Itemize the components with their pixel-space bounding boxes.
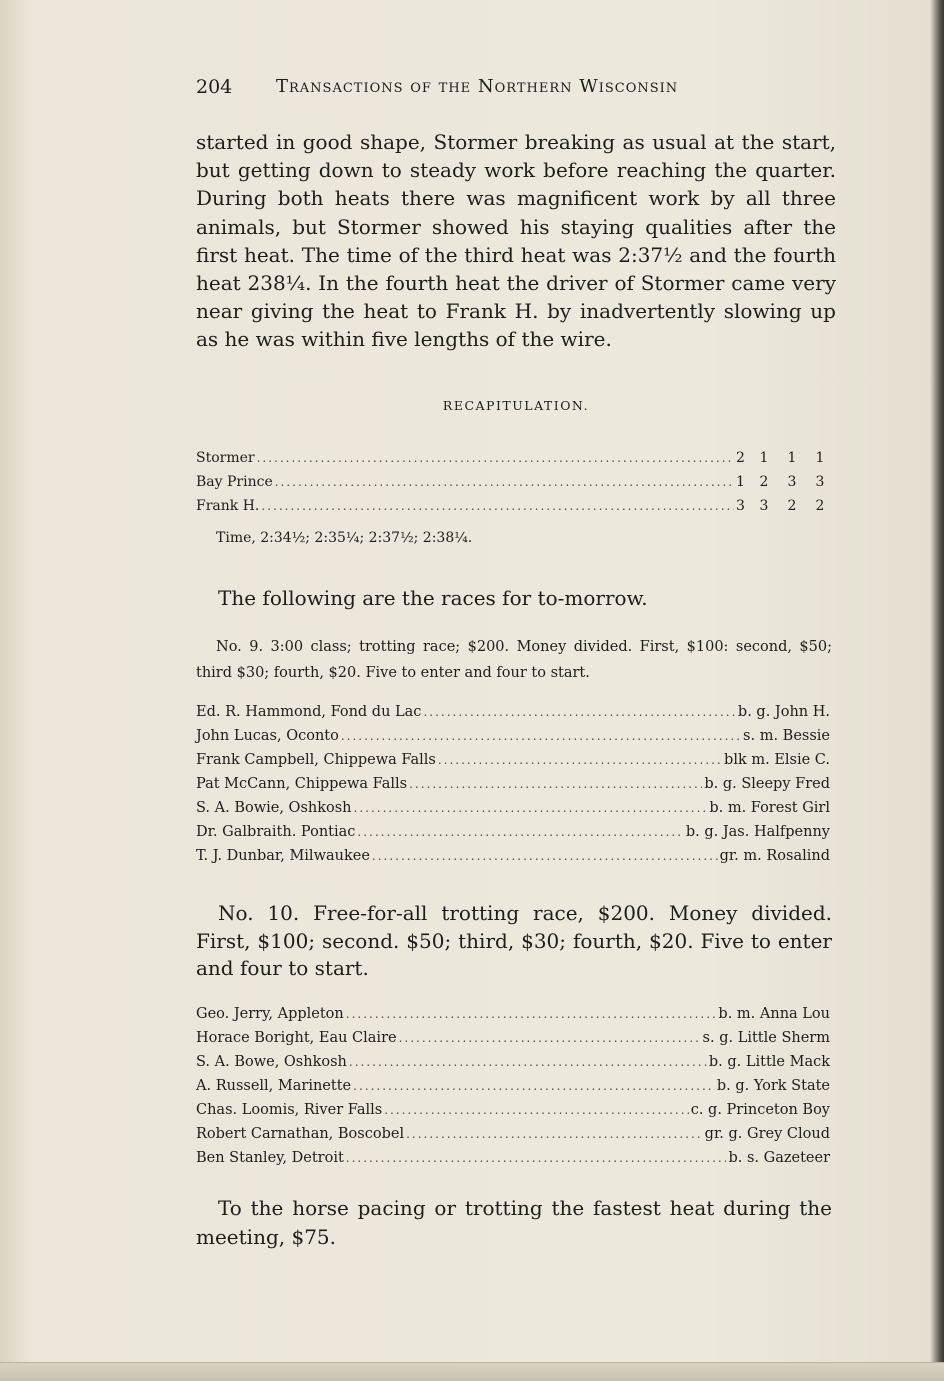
race-entry [196, 800, 830, 822]
race-entry [196, 848, 830, 870]
race-entry [196, 1126, 830, 1148]
recap-row [196, 474, 834, 496]
entry-owner: Chas. Loomis, River Falls [196, 1102, 383, 1118]
recap-horse-name: Frank H. [196, 498, 260, 514]
recap-heading: RECAPITULATION. [442, 398, 590, 413]
entry-owner: Frank Campbell, Chippewa Falls [196, 752, 436, 768]
entry-owner: Geo. Jerry, Appleton [196, 1006, 344, 1022]
heat-place: 2 [787, 498, 797, 514]
entry-owner: Robert Carnathan, Boscobel [196, 1126, 405, 1142]
race-entry [196, 704, 830, 726]
leader-dots [354, 801, 708, 815]
leader-dots [341, 729, 741, 743]
running-title: Transactions of the Northern Wisconsin [276, 76, 679, 97]
entry-owner: S. A. Bowie, Oshkosh [196, 800, 352, 816]
page-bottom-edge [0, 1362, 944, 1381]
heat-place: 3 [759, 498, 769, 514]
leader-dots [399, 1031, 701, 1045]
entry-horse: s. g. Little Sherm [702, 1030, 830, 1046]
entry-horse: b. g. John H. [737, 704, 830, 720]
heat-place: 1 [736, 474, 745, 490]
entry-horse: b. g. York State [716, 1078, 830, 1094]
heat-place: 2 [759, 474, 769, 490]
entry-horse: b. m. Forest Girl [709, 800, 830, 816]
leader-dots [346, 1151, 727, 1165]
race-entry [196, 824, 830, 846]
recap-heats [736, 450, 834, 466]
entry-owner: T. J. Dunbar, Milwaukee [196, 848, 370, 864]
entry-horse: gr. m. Rosalind [719, 848, 830, 864]
race-entry [196, 752, 830, 774]
race-entry [196, 1054, 830, 1076]
heat-place: 2 [815, 498, 825, 514]
entry-owner: Horace Boright, Eau Claire [196, 1030, 397, 1046]
race-9-description: No. 9. 3:00 class; trotting race; $200. Money divided. First, $100: second, $50; third $30; fourth, $20. Five to enter and four to start. [196, 639, 832, 681]
leader-dots [346, 1007, 717, 1021]
races-intro: The following are the races for to-morrow. [218, 586, 648, 610]
page-number: 204 [196, 76, 233, 98]
leader-dots [349, 1055, 707, 1069]
entry-horse: blk m. Elsie C. [724, 752, 830, 768]
recap-heats [736, 498, 834, 514]
entry-owner: Ben Stanley, Detroit [196, 1150, 344, 1166]
heat-place: 1 [787, 450, 797, 466]
leader-dots [406, 1127, 703, 1141]
race-10-description: No. 10. Free-for-all trotting race, $200. Money divided. First, $100; second. $50; third, $30; fourth, $20. Five to enter and four to start. [196, 901, 832, 980]
entry-horse: b. m. Anna Lou [718, 1006, 830, 1022]
recap-horse-name: Bay Prince [196, 474, 273, 490]
page-header [196, 76, 836, 106]
leader-dots [357, 825, 683, 839]
race-entry [196, 1006, 830, 1028]
recap-row [196, 450, 834, 472]
recap-time: Time, 2:34½; 2:35¼; 2:37½; 2:38¼. [216, 530, 473, 546]
entry-horse: b. g. Sleepy Fred [704, 776, 830, 792]
heat-place: 3 [736, 498, 745, 514]
main-paragraph: started in good shape, Stormer breaking as usual at the start, but getting down to steady work before reaching the quarter. During both heats there was magnificent work by all three animals, but Stormer showed his staying qualities after the first heat. The time of the third heat was 2:37½ and the fourth heat 238¼. In the fourth heat the driver of Stormer came very near giving the heat to Frank H. by inadvertently slowing up as he was within five lengths of the wire. [196, 130, 836, 352]
leader-dots [353, 1079, 715, 1093]
entry-owner: John Lucas, Oconto [196, 728, 339, 744]
race-entry [196, 1030, 830, 1052]
leader-dots [409, 777, 702, 791]
entry-owner: A. Russell, Marinette [196, 1078, 352, 1094]
entry-owner: S. A. Bowe, Oshkosh [196, 1054, 347, 1070]
race-entry [196, 1078, 830, 1100]
leader-dots [275, 475, 734, 489]
entry-owner: Dr. Galbraith. Pontiac [196, 824, 356, 840]
closing-paragraph: To the horse pacing or trotting the fastest heat during the meeting, $75. [196, 1196, 832, 1249]
leader-dots [261, 499, 734, 513]
leader-dots [438, 753, 722, 767]
entry-horse: c. g. Princeton Boy [690, 1102, 830, 1118]
race-entry [196, 1102, 830, 1124]
heat-place: 2 [736, 450, 745, 466]
heat-place: 3 [815, 474, 825, 490]
recap-horse-name: Stormer [196, 450, 255, 466]
heat-place: 1 [759, 450, 769, 466]
recap-heats [736, 474, 834, 490]
recap-row [196, 498, 834, 520]
leader-dots [257, 451, 734, 465]
leader-dots [384, 1103, 689, 1117]
leader-dots [372, 849, 718, 863]
entry-horse: b. s. Gazeteer [728, 1150, 830, 1166]
entry-horse: gr. g. Grey Cloud [704, 1126, 830, 1142]
entry-horse: b. g. Jas. Halfpenny [685, 824, 830, 840]
heat-place: 3 [787, 474, 797, 490]
entry-owner: Ed. R. Hammond, Fond du Lac [196, 704, 422, 720]
race-entry [196, 1150, 830, 1172]
entry-owner: Pat McCann, Chippewa Falls [196, 776, 408, 792]
race-entry [196, 776, 830, 798]
entry-horse: b. g. Little Mack [708, 1054, 830, 1070]
race-entry [196, 728, 830, 750]
entry-horse: s. m. Bessie [743, 728, 830, 744]
leader-dots [423, 705, 735, 719]
heat-place: 1 [815, 450, 825, 466]
